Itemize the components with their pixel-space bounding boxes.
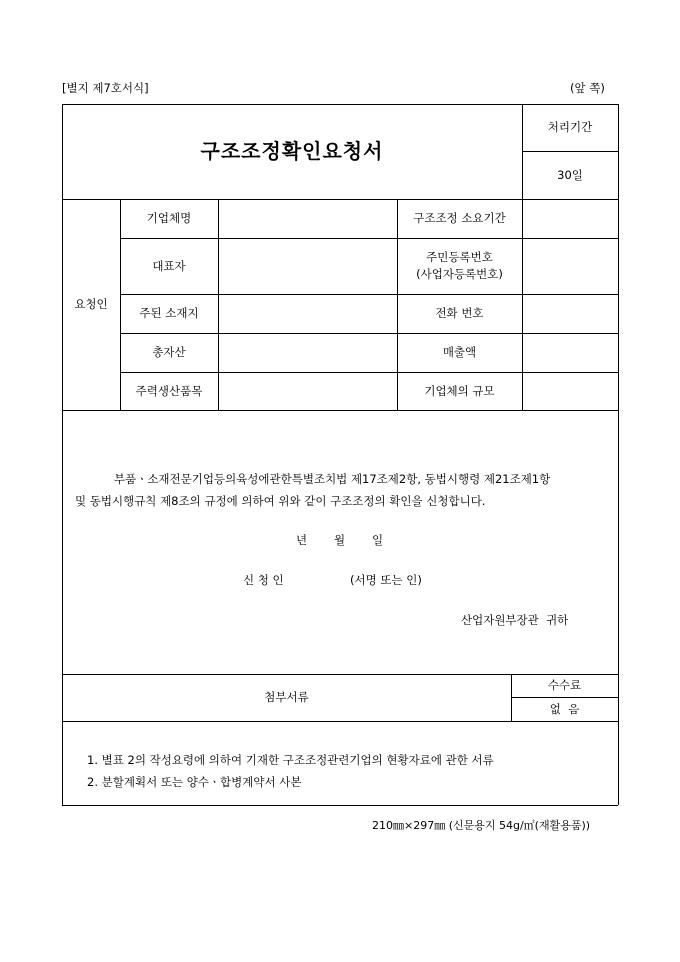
form-title: 구조조정확인요청서 [200,139,384,163]
representative-label: 대표자 [152,258,186,273]
processing-period-value: 30일 [557,167,583,182]
form-number: [별지 제7호서식] [62,81,149,95]
registration-number-label [397,238,522,294]
date-day-label: 일 [372,533,384,547]
company-name-field[interactable] [218,199,397,238]
fee-value: 없 음 [549,701,580,716]
resident-registration-label: 주민등록번호 [426,250,493,264]
date-month-label: 월 [334,533,346,547]
company-size-field[interactable] [522,372,618,410]
company-name-label: 기업체명 [146,211,192,225]
business-registration-label: (사업자등록번호) [416,267,503,281]
representative-field[interactable] [218,238,397,294]
total-assets-label: 총자산 [152,345,186,359]
statement-line-2: 및 동법시행규칙 제8조의 규정에 의하여 위와 같이 구조조정의 확인을 신청합니다. [75,494,486,508]
restructuring-period-field[interactable] [522,199,618,238]
main-products-label: 주력생산품목 [135,383,203,398]
sales-field[interactable] [522,333,618,372]
main-products-field[interactable] [218,372,397,410]
recipient-label: 산업자원부장관 귀하 [461,613,569,627]
processing-period-label: 처리기간 [547,120,593,134]
page-side-label: (앞 쪽) [570,81,605,95]
main-address-label: 주된 소재지 [139,306,199,320]
fee-label: 수수료 [547,678,582,692]
signature-note: (서명 또는 인) [350,573,422,587]
restructuring-period-label: 구조조정 소요기간 [413,211,506,225]
phone-number-field[interactable] [522,294,618,333]
main-address-field[interactable] [218,294,397,333]
total-assets-field[interactable] [218,333,397,372]
attachment-item-2: 2. 분할계획서 또는 양수ㆍ합병계약서 사본 [87,775,302,789]
attachments-label: 첨부서류 [264,690,309,704]
statement-line-1: 부품ㆍ소재전문기업등의육성에관한특별조치법 제17조제2항, 동법시행령 제21조제1항 [114,472,551,486]
company-size-label: 기업체의 규모 [424,383,495,398]
sales-label: 매출액 [442,345,477,359]
applicant-signature-label: 신 청 인 [243,573,284,587]
date-year-label: 년 [296,533,308,547]
paper-spec-footer: 210㎜×297㎜ (신문용지 54g/㎡(재활용품)) [372,819,591,832]
registration-number-field[interactable] [522,238,618,294]
phone-number-label: 전화 번호 [435,306,484,320]
applicant-section-label: 요청인 [74,297,108,311]
attachment-item-1: 1. 별표 2의 작성요령에 의하여 기재한 구조조정관련기업의 현황자료에 관한 서류 [87,753,494,767]
